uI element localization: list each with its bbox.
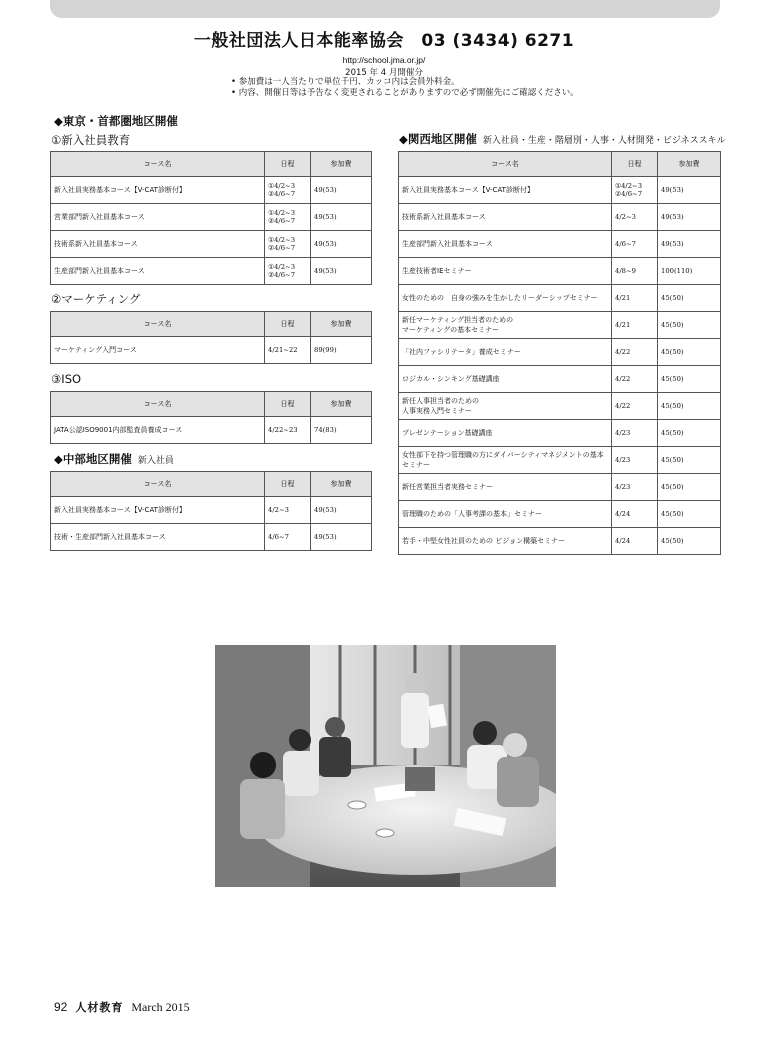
section-new-employee-title: ①新入社員教育 [51,133,131,147]
column-header-fee: 参加費 [311,312,372,337]
course-fee-cell: 49(53) [658,204,721,231]
header-band [50,0,720,18]
course-date-cell: ①4/2~3 ②4/6~7 [265,177,311,204]
course-date-cell: ①4/2~3 ②4/6~7 [612,177,658,204]
course-name-cell: 新任人事担当者のための 人事実務入門セミナー [399,393,612,420]
meeting-photo [215,645,556,887]
section-iso-title: ③ISO [51,372,82,386]
table-row [51,177,372,204]
region-tokyo-heading: ◆東京・首都圏地区開催 [54,114,178,128]
table-row [399,393,721,420]
table-row [399,339,721,366]
course-fee-cell: 49(53) [658,231,721,258]
course-date-cell: ①4/2~3 ②4/6~7 [265,204,311,231]
course-name-cell: 新入社員実務基本コース【V-CAT診断付】 [51,177,265,204]
course-name-cell: 新任マーケティング担当者のための マーケティングの基本セミナー [399,312,612,339]
table-row [399,312,721,339]
course-date-cell: 4/21 [612,285,658,312]
table-header-row [51,472,372,497]
course-name-cell: 生産部門新入社員基本コース [399,231,612,258]
course-name-cell: 新入社員実務基本コース【V-CAT診断付】 [399,177,612,204]
course-date-cell: 4/23 [612,420,658,447]
course-name-cell: 生産技術者IEセミナー [399,258,612,285]
course-date-cell: 4/2~3 [612,204,658,231]
course-fee-cell: 45(50) [658,501,721,528]
course-date-cell: 4/24 [612,501,658,528]
course-name-cell: 技術系新入社員基本コース [399,204,612,231]
course-name-cell: 新任営業担当者実務セミナー [399,474,612,501]
table-row [399,420,721,447]
region-chubu-label: ◆中部地区開催 [54,452,132,466]
course-table-chubu [50,471,372,551]
course-fee-cell: 49(53) [311,177,372,204]
course-date-cell: 4/2~3 [265,497,311,524]
course-fee-cell: 89(99) [311,337,372,364]
course-fee-cell: 49(53) [311,231,372,258]
course-date-cell: 4/23 [612,447,658,474]
column-header-date: 日程 [265,312,311,337]
course-name-cell: 新入社員実務基本コース【V-CAT診断付】 [51,497,265,524]
course-date-cell: 4/8~9 [612,258,658,285]
region-kansai-label: ◆関西地区開催 [399,132,477,146]
table-row [399,447,721,474]
course-name-cell: ロジカル・シンキング基礎講座 [399,366,612,393]
region-chubu-sub: 新入社員 [137,456,174,466]
course-fee-cell: 45(50) [658,393,721,420]
notes [231,77,579,99]
course-date-cell: 4/22 [612,393,658,420]
note-line: • 内容、開催日等は予告なく変更されることがありますので必ず開催先にご確認ください。 [231,88,579,98]
course-fee-cell: 45(50) [658,420,721,447]
note-line: • 参加費は一人当たりで単位千円、カッコ内は会員外料金。 [231,77,460,87]
page-number: 92 [54,1000,68,1014]
org-title: 一般社団法人日本能率協会 03 (3434) 6271 [193,31,575,51]
course-name-cell: プレゼンテーション基礎講座 [399,420,612,447]
table-row [399,285,721,312]
table-row [399,501,721,528]
course-fee-cell: 49(53) [311,258,372,285]
table-row [51,204,372,231]
org-url[interactable]: http://school.jma.or.jp/ [342,55,426,65]
table-row [399,528,721,555]
region-kansai-heading [399,131,726,147]
course-fee-cell: 45(50) [658,366,721,393]
course-fee-cell: 49(53) [311,204,372,231]
course-date-cell: 4/6~7 [265,524,311,551]
table-row [51,497,372,524]
course-fee-cell: 74(83) [311,417,372,444]
course-table-iso [50,391,372,444]
column-header-date: 日程 [265,472,311,497]
course-date-cell: 4/21 [612,312,658,339]
column-header-name: コース名 [51,472,265,497]
table-row [399,204,721,231]
table-row [51,337,372,364]
table-row [51,231,372,258]
table-header-row [399,152,721,177]
column-header-date: 日程 [265,152,311,177]
course-fee-cell: 45(50) [658,528,721,555]
table-row [399,231,721,258]
column-header-name: コース名 [51,312,265,337]
course-date-cell: 4/21~22 [265,337,311,364]
course-name-cell: 若手・中堅女性社員のための ビジョン構築セミナー [399,528,612,555]
course-name-cell: JATA公認ISO9001内部監査員養成コース [51,417,265,444]
table-header-row [51,152,372,177]
course-name-cell: マーケティング入門コース [51,337,265,364]
column-header-fee: 参加費 [311,392,372,417]
course-name-cell: 技術・生産部門新入社員基本コース [51,524,265,551]
section-marketing-title: ②マーケティング [51,292,141,306]
course-date-cell: 4/22~23 [265,417,311,444]
course-fee-cell: 45(50) [658,312,721,339]
course-fee-cell: 45(50) [658,285,721,312]
page-footer [54,999,190,1015]
column-header-name: コース名 [51,392,265,417]
course-table-kansai [398,151,721,555]
course-name-cell: 技術系新入社員基本コース [51,231,265,258]
course-table-new-employee [50,151,372,285]
column-header-fee: 参加費 [311,472,372,497]
column-header-date: 日程 [612,152,658,177]
table-row [399,177,721,204]
course-date-cell: 4/22 [612,339,658,366]
table-row [51,258,372,285]
column-header-date: 日程 [265,392,311,417]
magazine-name: 人材教育 [75,1001,124,1014]
table-row [399,474,721,501]
course-fee-cell: 45(50) [658,339,721,366]
course-name-cell: 生産部門新入社員基本コース [51,258,265,285]
course-date-cell: ①4/2~3 ②4/6~7 [265,231,311,258]
column-header-fee: 参加費 [311,152,372,177]
table-row [51,417,372,444]
course-date-cell: ①4/2~3 ②4/6~7 [265,258,311,285]
region-chubu-heading [54,451,174,467]
table-row [51,524,372,551]
table-row [399,366,721,393]
course-fee-cell: 100(110) [658,258,721,285]
course-fee-cell: 49(53) [311,497,372,524]
course-date-cell: 4/24 [612,528,658,555]
course-table-marketing [50,311,372,364]
course-fee-cell: 49(53) [311,524,372,551]
period-text: 2015 年 4 月開催分 [345,68,423,78]
course-fee-cell: 45(50) [658,474,721,501]
course-name-cell: 管理職のための「人事考課の基本」セミナー [399,501,612,528]
course-date-cell: 4/22 [612,366,658,393]
course-name-cell: 営業部門新入社員基本コース [51,204,265,231]
table-header-row [51,392,372,417]
course-name-cell: 女性のための 自身の強みを生かしたリーダーシップセミナー [399,285,612,312]
region-kansai-sub: 新入社員・生産・階層別・人事・人材開発・ビジネススキル [482,136,726,146]
course-date-cell: 4/6~7 [612,231,658,258]
column-header-name: コース名 [51,152,265,177]
issue-month: March 2015 [131,1000,190,1014]
table-header-row [51,312,372,337]
course-name-cell: 「社内ファシリテータ」養成セミナー [399,339,612,366]
course-fee-cell: 49(53) [658,177,721,204]
course-date-cell: 4/23 [612,474,658,501]
table-row [399,258,721,285]
column-header-name: コース名 [399,152,612,177]
course-fee-cell: 45(50) [658,447,721,474]
column-header-fee: 参加費 [658,152,721,177]
course-name-cell: 女性部下を持つ管理職の方にダイバーシティマネジメントの基本セミナー [399,447,612,474]
